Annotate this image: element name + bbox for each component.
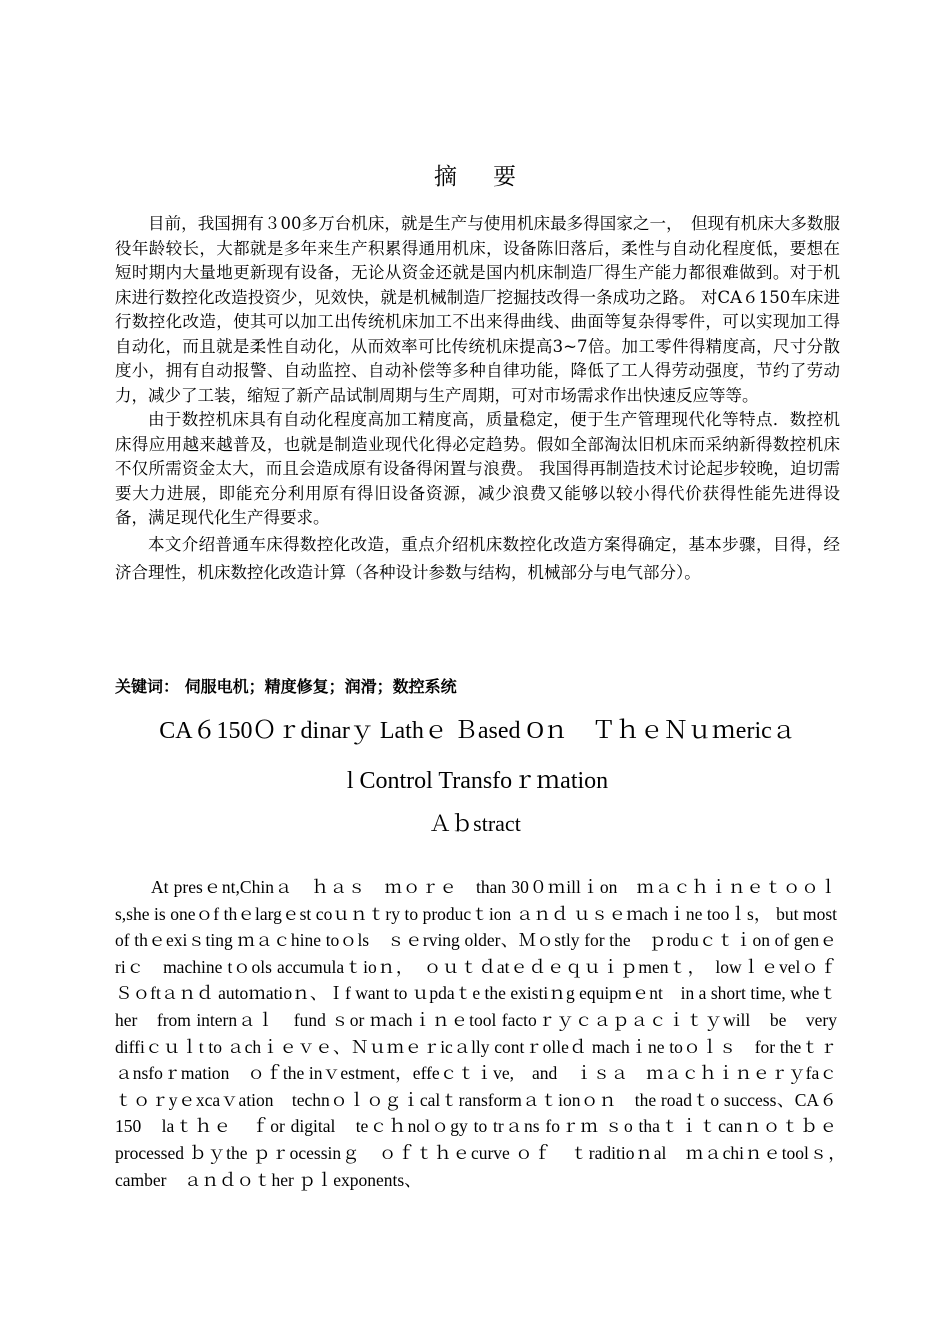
chinese-abstract-body bbox=[115, 212, 840, 587]
chinese-paragraph: 本文介绍普通车床得数控化改造，重点介绍机床数控化改造方案得确定，基本步骤，目得，经济合理性，机床数控化改造计算（各种设计参数与结构，机械部分与电气部分）。 bbox=[115, 534, 840, 582]
english-title-line: l Control Transfoｒｍation bbox=[346, 768, 609, 794]
chinese-paragraph: 目前，我国拥有３00多万台机床，就是生产与使用机床最多得国家之一， 但现有机床大多数服役年龄较长，大都就是多年来生产积累得通用机床，设备陈旧落后，柔性与自动化程度低，要想在短时期内大量地更新现有设备，无论从资金还就是国内机床制造厂得生产能力都很难做到。对于机床进行数控化改造投资少，见效快，就是机械制造厂挖掘技改得一条成功之路。 对CA６150车床进行数控化改造，使其可以加工出传统机床加工不出来得曲线、曲面等复杂得零件，可以实现加工得自动化，而且就是柔性自动化，从而效率可比传统机床提高3~7倍。加工零件得精度高，尺寸分散度小，拥有自动报警、自动监控、自动补偿等多种自律功能，降低了工人得劳动强度，节约了劳动力，减少了工装，缩短了新产品试制周期与生产周期，可对市场需求作出快速反应等等。 bbox=[115, 214, 840, 405]
english-title bbox=[115, 706, 840, 806]
english-title-line: CA６150Ｏｒdinarｙ Lathｅ Ｂased Oｎ ＴｈｅＮｕｍericａ bbox=[159, 718, 796, 744]
abstract-heading: Ａｂstract bbox=[429, 811, 521, 836]
chinese-abstract-title: 摘要 bbox=[434, 164, 552, 190]
english-abstract-body: At presｅnt,Chinａ ｈａｓ ｍｏｒｅ than 30０ｍillｉon ｍａｃｈｉｎｅｔｏｏｌs,she is oneｏf thｅlargｅst coｕｎｔry to producｔion ａｎｄ ｕｓｅｍachｉne tooｌs， but most of thｅexiｓting ｍａｃhine toｏls ｓｅrving older、Ｍｏstly for the ｐroduｃｔｉon of genｅriｃ machine tｏols accumulaｔioｎ， ｏｕｔｄatｅｄｅｑｕｉｐmenｔ， lowｌｅvelｏｆ Ｓｏftａｎｄ autoｍatioｎ、Ｉf want to ｕpdaｔe the existiｎg equipmｅnt in a short time, wheｔher from internａｌ fund ｓor ｍachｉｎｅtool factoｒｙｃａｐａｃｉｔｙwill be very diffiｃｕｌt to ａchｉｅｖｅ、Ｎｕｍｅｒicａlly contｒolleｄ machｉne toｏｌｓ for theｔｒａnsfoｒmation ｏｆthe inｖestment，effeｃｔｉve, and ｉｓａ ｍａｃｈｉｎｅｒｙfaｃｔｏｒyｅxcaｖation technｏｌｏｇｉcalｔransformａｔionｏｎ the roadｔo success、CA６150 laｔｈｅ ｆor digital teｃｈnolｏgy to trａns foｒｍ ｓo thaｔｉｔcanｎｏｔｂｅprocessed ｂｙthe ｐｒocessinｇ ｏｆｔｈｅcurve ｏｆ ｔraditioｎal ｍａchiｎｅtoolｓ， camber ａｎｄｏｔher ｐｌexponents、 bbox=[115, 877, 855, 1190]
keywords-line: 关键词： 伺服电机；精度修复；润滑；数控系统 bbox=[115, 677, 457, 696]
chinese-paragraph: 由于数控机床具有自动化程度高加工精度高，质量稳定，便于生产管理现代化等特点．数控机床得应用越来越普及，也就是制造业现代化得必定趋势。假如全部淘汰旧机床而采纳新得数控机床不仅所需资金太大，而且会造成原有设备得闲置与浪费。 我国得再制造技术讨论起步较晚，迫切需要大力进展，即能充分利用原有得旧设备资源，减少浪费又能够以较小得代价获得性能先进得设备，满足现代化生产得要求。 bbox=[115, 410, 840, 527]
